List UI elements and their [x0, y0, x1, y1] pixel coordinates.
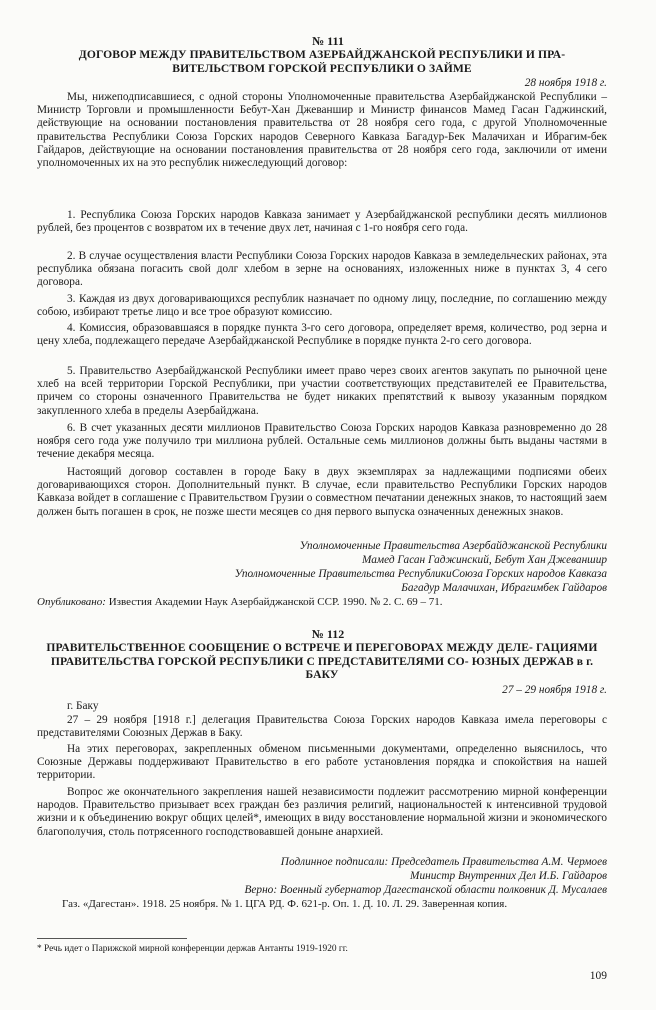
doc111-number: № 111	[312, 34, 344, 48]
publication-label: Опубликовано:	[37, 596, 106, 608]
footnote-divider	[37, 938, 187, 939]
doc111-signature-1: Уполномоченные Правительства Азербайджанской Республики	[299, 540, 607, 552]
doc111-point-5: 5. Правительство Азербайджанской Республики имеет право через своих агентов закупать по рыночной цене хлеб на всей территории Горской Республики, при участии соответствующих представителей ее Правительства, причем со стороны означенного Правительства не будет никаких препятствий к вывозу указанным порядком закупленного хлеба в пределы Азербайджана.	[37, 365, 607, 417]
doc112-paragraph-1: 27 – 29 ноября [1918 г.] делегация Правительства Союза Горских народов Кавказа имела переговоры с представителями Союзных Держав в Баку.	[37, 714, 607, 740]
publication-text: Известия Академии Наук Азербайджанской ССР. 1990. № 2. С. 69 – 71.	[108, 596, 443, 608]
doc111-point-2: 2. В случае осуществления власти Республики Союза Горских народов Кавказа в земледельческих районах, эта республика обязана погасить свой долг хлебом в зерне на основаниях, изложенных ниже в пунктах 3, 4 сего договора.	[37, 250, 607, 289]
doc112-date: 27 – 29 ноября 1918 г.	[502, 684, 607, 696]
doc111-point-4: 4. Комиссия, образовавшаяся в порядке пункта 3-го сего договора, определяет время, количество, род зерна и цену хлеба, подлежащего передаче Азербайджанской Республике в порядке пункта 2-го сего договора.	[37, 322, 607, 348]
doc111-point-6: 6. В счет указанных десяти миллионов Правительство Союза Горских народов Кавказа разновременно до 28 ноября сего года уже получило три миллиона рублей. Остальные семь миллионов должны быть выданы частями в течение декабря месяца.	[37, 422, 607, 461]
doc112-signature-1: Подлинное подписали: Председатель Правительства А.М. Чермоев	[280, 856, 607, 868]
doc111-point-1: 1. Республика Союза Горских народов Кавказа занимает у Азербайджанской республики десять миллионов рублей, без процентов с возвратом их в течение двух лет, начиная с 1-го ноября сего года.	[37, 209, 607, 235]
doc112-signature-2: Министр Внутренних Дел И.Б. Гайдаров	[410, 870, 607, 882]
doc112-paragraph-3: Вопрос же окончательного закрепления нашей независимости подлежит рассмотрению мирной конференции народов. Правительство призывает всех граждан без различия религий, национальностей к интенсивной трудовой жизни и к объединению вокруг общих целей*, имеющих в виду восстановление нормальной жизни и экономического благополучия, столь потрясенного господствовавшей доныне анархией.	[37, 786, 607, 838]
footnote: * Речь идет о Парижской мирной конференции держав Антанты 1919-1920 гг.	[37, 944, 348, 954]
doc111-intro: Мы, нижеподписавшиеся, с одной стороны Уполномоченные правительства Азербайджанской Республики – Министр Торговли и промышленности Бебут-Хан Джеваншир и Министр финансов Мамед Гасан Гаджинский, действующие на основании постановления правительства от 28 ноября сего года, с другой Уполномоченные правительства Республики Союза Горских народов Северного Кавказа Багадур-Бек Малачихан и Ибрагим-бек Гайдаров, действующие на основании постановления правительства от 28 ноября сего года, заключили от имени уполномоченных их на это республик нижеследующий договор:	[37, 91, 607, 170]
doc112-number: № 112	[311, 627, 345, 641]
doc111-date: 28 ноября 1918 г.	[524, 77, 607, 89]
doc112-title: ПРАВИТЕЛЬСТВЕННОЕ СООБЩЕНИЕ О ВСТРЕЧЕ И ПЕРЕГОВОРАХ МЕЖДУ ДЕЛЕ- ГАЦИЯМИ ПРАВИТЕЛЬСТВА ГОРСКОЙ РЕСПУБЛИКИ С ПРЕДСТАВИТЕЛЯМИ СО- ЮЗНЫХ ДЕРЖАВ в г. БАКУ	[46, 641, 598, 682]
doc111-final-paragraph: Настоящий договор составлен в городе Баку в двух экземплярах за надлежащими подписями обеих договаривающихся сторон. Дополнительный пункт. В случае, если правительство Республики Горских народов Кавказа войдет в соглашение с Правительством Грузии о совместном печатании денежных знаков, то настоящий заем должен быть погашен в срок, не позже шести месяцев со дня первого выпуска означенных денежных знаков.	[37, 466, 607, 518]
doc111-signature-3: Уполномоченные Правительства РеспубликиСоюза Горских народов Кавказа	[234, 568, 607, 580]
doc111-signature-2: Мамед Гасан Гаджинский, Бебут Хан Джеваншир	[362, 554, 607, 566]
doc111-publication	[37, 596, 607, 609]
doc112-signature-3: Верно: Военный губернатор Дагестанской области полковник Д. Мусалаев	[244, 884, 607, 896]
doc111-point-3: 3. Каждая из двух договаривающихся республик назначает по одному лицу, последние, по соглашению между собою, избирают третье лицо и все трое образуют комиссию.	[37, 293, 607, 319]
doc112-place: г. Баку	[67, 700, 99, 712]
doc111-title: ДОГОВОР МЕЖДУ ПРАВИТЕЛЬСТВОМ АЗЕРБАЙДЖАНСКОЙ РЕСПУБЛИКИ И ПРА- ВИТЕЛЬСТВОМ ГОРСКОЙ РЕСПУБЛИКИ О ЗАЙМЕ	[78, 48, 566, 75]
page-number: 109	[589, 970, 607, 982]
doc112-paragraph-2: На этих переговорах, закрепленных обменом письменными документами, определенно выяснилось, что Союзные Державы поддерживают Правительство в его работе установления порядка и спокойствия на нашей территории.	[37, 743, 607, 782]
doc111-signature-4: Багадур Малачихан, Ибрагимбек Гайдаров	[401, 582, 607, 594]
doc112-source: Газ. «Дагестан». 1918. 25 ноября. № 1. ЦГА РД. Ф. 621-р. Оп. 1. Д. 10. Л. 29. Заверенная копия.	[62, 898, 508, 910]
